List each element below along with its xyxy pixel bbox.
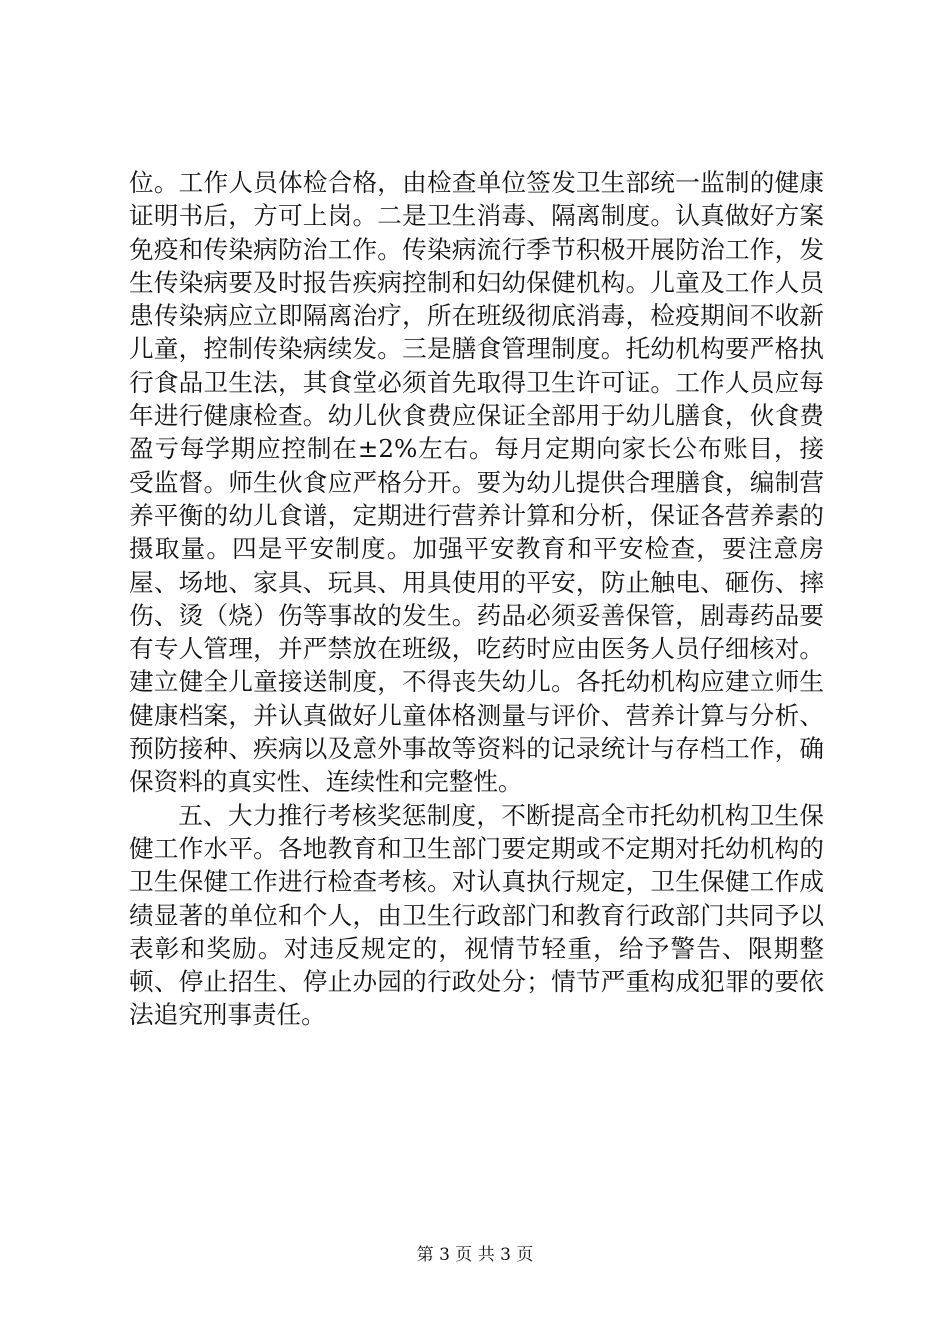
- page-footer: 第 3 页 共 3 页: [416, 1245, 534, 1265]
- paragraph-continued: 位。工作人员体检合格，由检查单位签发卫生部统一监制的健康证明书后，方可上岗。二是卫生消毒、隔离制度。认真做好方案免疫和传染病防治工作。传染病流行季节积极开展防治工作，发生传染病要及时报告疾病控制和妇幼保健机构。儿童及工作人员患传染病应立即隔离治疗，所在班级彻底消毒，检疫期间不收新儿童，控制传染病续发。三是膳食管理制度。托幼机构要严格执行食品卫生法，其食堂必须首先取得卫生许可证。工作人员应每年进行健康检查。幼儿伙食费应保证全部用于幼儿膳食，伙食费盈亏每学期应控制在±2%左右。每月定期向家长公布账目，接受监督。师生伙食应严格分开。要为幼儿提供合理膳食，编制营养平衡的幼儿食谱，定期进行营养计算和分析，保证各营养素的摄取量。四是平安制度。加强平安教育和平安检查，要注意房屋、场地、家具、玩具、用具使用的平安，防止触电、砸伤、摔伤、烫（烧）伤等事故的发生。药品必须妥善保管，剧毒药品要有专人管理，并严禁放在班级，吃药时应由医务人员仔细核对。建立健全儿童接送制度，不得丧失幼儿。各托幼机构应建立师生健康档案，并认真做好儿童体格测量与评价、营养计算与分析、预防接种、疾病以及意外事故等资料的记录统计与存档工作，确保资料的真实性、连续性和完整性。: [129, 168, 824, 797]
- paragraph-section-five: 五、大力推行考核奖惩制度，不断提高全市托幼机构卫生保健工作水平。各地教育和卫生部门要定期或不定期对托幼机构的卫生保健工作进行检查考核。对认真执行规定，卫生保健工作成绩显著的单位和个人，由卫生行政部门和教育行政部门共同予以表彰和奖励。对违反规定的，视情节轻重，给予警告、限期整顿、停止招生、停止办园的行政处分；情节严重构成犯罪的要依法追究刑事责任。: [129, 800, 824, 1030]
- document-body: [129, 166, 824, 1032]
